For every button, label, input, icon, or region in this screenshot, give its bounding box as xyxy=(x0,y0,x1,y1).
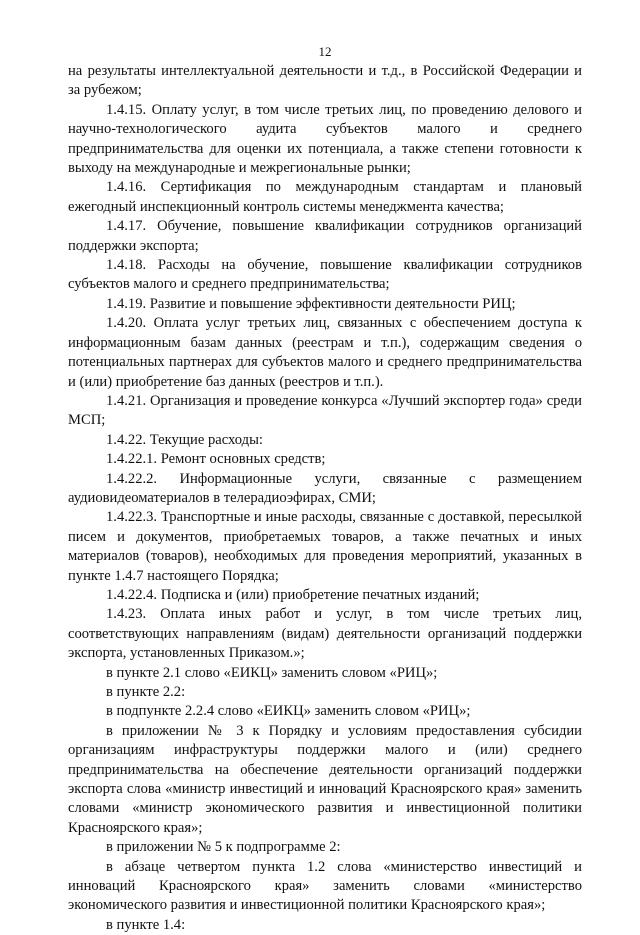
paragraph: 1.4.21. Организация и проведение конкурса «Лучший экспортер года» среди МСП; xyxy=(68,392,582,429)
paragraph: 1.4.15. Оплату услуг, в том числе третьих лиц, по проведению делового и научно-технологического аудита субъектов малого и среднего предпринимательства для оценки их потенциала, а также степени готовности к выходу на международные и межрегиональные рынки; xyxy=(68,101,582,177)
paragraph: 1.4.19. Развитие и повышение эффективности деятельности РИЦ; xyxy=(106,295,516,312)
paragraph: 1.4.22. Текущие расходы: xyxy=(106,431,263,448)
paragraph: в пункте 2.1 слово «ЕИКЦ» заменить словом «РИЦ»; xyxy=(106,664,438,681)
paragraph: 1.4.18. Расходы на обучение, повышение квалификации сотрудников субъектов малого и среднего предпринимательства; xyxy=(68,257,582,293)
paragraph: в пункте 1.4: xyxy=(106,916,186,933)
paragraph: в приложении № 3 к Порядку и условиям предоставления субсидии организациям инфраструктуры поддержки малого и (или) среднего предпринимательства на обеспечение деятельности организаций поддержки экспорта слова «министр инвестиций и инноваций Красноярского края» заменить словами «министр экономического развития и инвестиционной политики Красноярского края»; xyxy=(68,722,582,836)
paragraph: на результаты интеллектуальной деятельности и т.д., в Российской Федерации и за рубежом; xyxy=(68,63,582,99)
paragraph: в абзаце четвертом пункта 1.2 слова «министерство инвестиций и инноваций Красноярского края» заменить словами «министерство экономического развития и инвестиционной политики Красноярского края»; xyxy=(68,858,582,914)
document-body xyxy=(68,62,582,935)
paragraph: в подпункте 2.2.4 слово «ЕИКЦ» заменить словом «РИЦ»; xyxy=(106,703,471,720)
paragraph: в приложении № 5 к подпрограмме 2: xyxy=(106,839,341,856)
page-number: 12 xyxy=(318,44,332,59)
paragraph: 1.4.16. Сертификация по международным стандартам и плановый ежегодный инспекционный контроль системы менеджмента качества; xyxy=(68,179,582,215)
paragraph: в пункте 2.2: xyxy=(106,684,186,700)
paragraph: 1.4.22.3. Транспортные и иные расходы, связанные с доставкой, пересылкой писем и документов, приобретаемых товаров, а также печатных и иных материалов (товаров), необходимых для проведения мероприятий, указанных в пункте 1.4.7 настоящего Порядка; xyxy=(68,509,582,584)
paragraph: 1.4.22.4. Подписка и (или) приобретение печатных изданий; xyxy=(106,586,480,603)
paragraph: 1.4.20. Оплата услуг третьих лиц, связанных с обеспечением доступа к информационным базам данных (реестрам и т.п.), содержащим сведения о потенциальных партнерах для субъектов малого и среднего предпринимательства и (или) приобретение баз данных (реестров и т.п.). xyxy=(68,315,582,390)
paragraph: 1.4.23. Оплата иных работ и услуг, в том числе третьих лиц, соответствующих направлениям (видам) деятельности организаций поддержки экспорта, установленных Приказом.»; xyxy=(68,606,582,662)
paragraph: 1.4.17. Обучение, повышение квалификации сотрудников организаций поддержки экспорта; xyxy=(68,218,582,254)
paragraph: 1.4.22.1. Ремонт основных средств; xyxy=(106,451,326,468)
paragraph: 1.4.22.2. Информационные услуги, связанные с размещением аудиовидеоматериалов в телерадиоэфирах, СМИ; xyxy=(68,470,582,506)
